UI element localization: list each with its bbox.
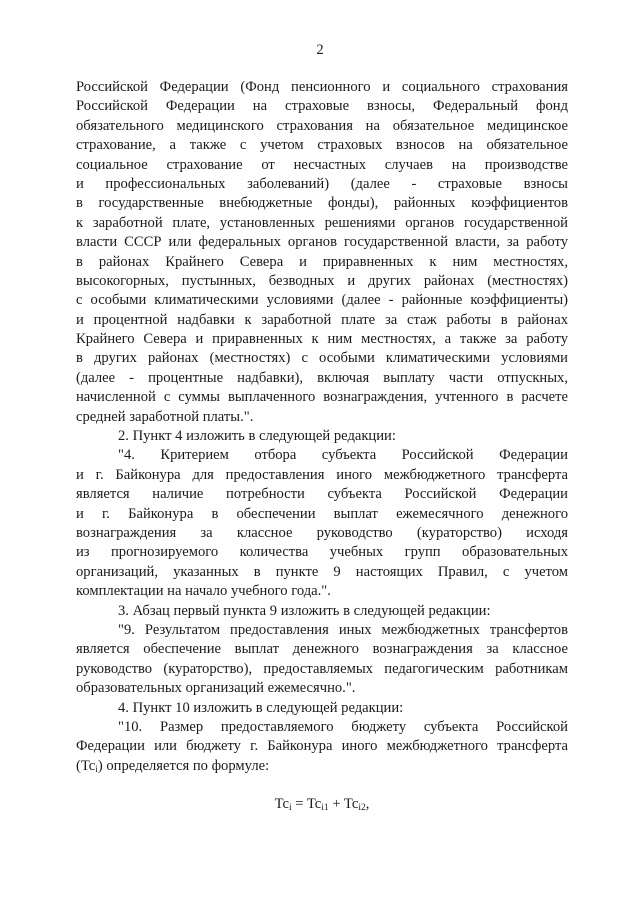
tc-open: (Tc bbox=[76, 757, 96, 774]
text-line: средней заработной платы.". bbox=[76, 408, 254, 425]
text-line: власти СССР или федеральных органов государственной власти, за работу bbox=[76, 234, 568, 251]
text-line: и г. Байконура для предоставления иного межбюджетного трансферта bbox=[76, 466, 568, 483]
text-line: Российской Федерации (Фонд пенсионного и социального страхования bbox=[76, 79, 568, 95]
text-line: страхование, а также с учетом страховых взносов на обязательное bbox=[76, 137, 568, 154]
text-line: социальное страхование от несчастных случаев на производстве bbox=[76, 156, 568, 173]
text-line: Российской Федерации на страховые взносы, Федеральный фонд bbox=[76, 98, 568, 115]
formula-lhs: Tc bbox=[274, 796, 289, 813]
tc-rest: ) определяется по формуле: bbox=[97, 757, 270, 774]
text-line: Федерации или бюджету г. Байконура иного межбюджетного трансферта bbox=[76, 738, 568, 755]
text-line: из прогнозируемого количества учебных групп образовательных bbox=[76, 544, 568, 561]
text-line: 3. Абзац первый пункта 9 изложить в следующей редакции: bbox=[118, 602, 491, 619]
text-line: вознаграждения за классное руководство (кураторство) исходя bbox=[76, 524, 568, 541]
text-lines bbox=[76, 78, 568, 757]
text-line: с особыми климатическими условиями (далее - районные коэффициенты) bbox=[76, 292, 568, 309]
formula-lhs-subscript: i bbox=[289, 803, 292, 814]
text-line: обязательного медицинского страхования на обязательное медицинское bbox=[76, 117, 568, 134]
text-line: является обеспечение выплат денежного вознаграждения за классное bbox=[76, 641, 568, 658]
text-line: руководство (кураторство), предоставляемых педагогическим работникам bbox=[76, 660, 568, 677]
text-line: в государственные внебюджетные фонды), районных коэффициентов bbox=[76, 195, 568, 212]
text-line: и процентной надбавки к заработной плате за стаж работы в районах bbox=[76, 311, 568, 328]
text-line: начисленной с суммы выплаченного вознаграждения, учтенного в расчете bbox=[76, 389, 568, 406]
text-line: в районах Крайнего Севера и приравненных к ним местностях, bbox=[76, 253, 568, 270]
formula-term1-subscript: i1 bbox=[321, 803, 329, 814]
text-line: и профессиональных заболеваний) (далее - страховые взносы bbox=[76, 175, 568, 192]
formula-plus: + Tc bbox=[328, 796, 359, 813]
formula-tail: , bbox=[365, 796, 370, 813]
text-line: Крайнего Севера и приравненных к ним местностях, а также за работу bbox=[76, 331, 568, 348]
text-line-tc-definition bbox=[76, 757, 568, 776]
text-line: комплектации на начало учебного года.". bbox=[76, 583, 331, 600]
text-line: является наличие потребности субъекта Российской Федерации bbox=[76, 486, 568, 503]
text-line: и г. Байконура в обеспечении выплат ежемесячного денежного bbox=[76, 505, 568, 522]
text-line: организаций, указанных в пункте 9 настоящих Правил, с учетом bbox=[76, 563, 568, 580]
text-line: 2. Пункт 4 изложить в следующей редакции: bbox=[118, 428, 396, 445]
text-line: 4. Пункт 10 изложить в следующей редакции: bbox=[118, 699, 404, 716]
formula-equals: = Tc bbox=[291, 796, 322, 813]
document-body bbox=[76, 78, 568, 814]
text-line: (далее - процентные надбавки), включая выплату части отпускных, bbox=[76, 369, 568, 386]
text-line: "4. Критерием отбора субъекта Российской Федерации bbox=[118, 447, 568, 464]
text-line: "9. Результатом предоставления иных межбюджетных трансфертов bbox=[118, 621, 568, 638]
text-line: "10. Размер предоставляемого бюджету субъекта Российской bbox=[118, 718, 568, 735]
tc-subscript: i bbox=[95, 764, 98, 775]
formula-term2-subscript: i2 bbox=[358, 803, 366, 814]
text-line: высокогорных, пустынных, безводных и других районах (местностях) bbox=[76, 272, 568, 289]
page-number: 2 bbox=[316, 42, 324, 58]
text-line: образовательных организаций ежемесячно.". bbox=[76, 680, 356, 697]
text-line: к заработной плате, установленных решениями органов государственной bbox=[76, 214, 568, 231]
text-line: в других районах (местностях) с особыми климатическими условиями bbox=[76, 350, 568, 367]
formula bbox=[76, 795, 568, 814]
